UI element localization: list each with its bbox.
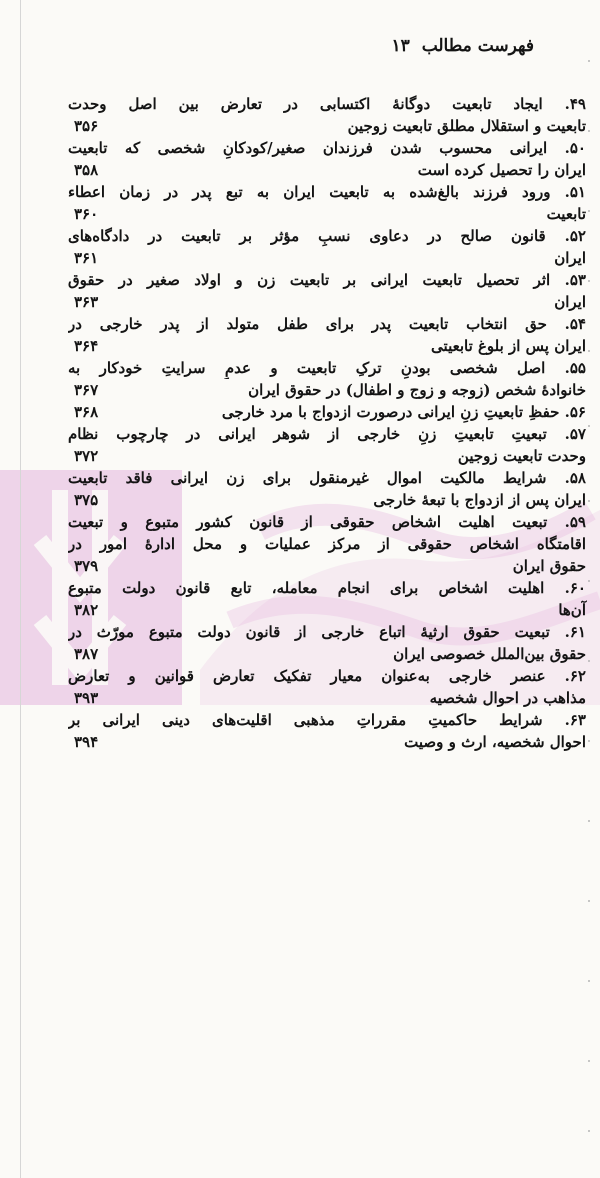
- entry-page-number: ۳۶۳: [74, 293, 99, 311]
- entry-line: ایران پس از بلوغ تابعیتی: [431, 337, 586, 355]
- toc-entry[interactable]: [68, 181, 586, 225]
- entry-line: احوال شخصیه، ارث و وصیت: [404, 733, 586, 751]
- entry-line: حقوق بین‌الملل خصوصی ایران: [393, 645, 586, 663]
- entry-last-line: [68, 489, 586, 511]
- entry-page-number: ۳۹۳: [74, 689, 99, 707]
- header-title: فهرست مطالب: [421, 36, 534, 56]
- entry-last-line: [68, 291, 586, 313]
- entry-last-line: [68, 203, 586, 225]
- entry-page-number: ۳۵۶: [74, 117, 99, 135]
- entry-page-number: ۳۶۰: [74, 205, 99, 223]
- entry-page-number: ۳۶۱: [74, 249, 99, 267]
- entry-last-line: [68, 335, 586, 357]
- toc-entry[interactable]: [68, 225, 586, 269]
- entry-page-number: ۳۶۷: [74, 381, 99, 399]
- entry-line: وحدت تابعیت زوجین: [457, 447, 586, 465]
- toc-entry[interactable]: [68, 511, 586, 577]
- entry-last-line: [68, 115, 586, 137]
- entry-line: حقوق ایران: [512, 557, 586, 575]
- entry-last-line: [68, 247, 586, 269]
- entry-line: ایران پس از ازدواج با تبعهٔ خارجی: [373, 491, 586, 509]
- entry-line: ۵۳. اثر تحصیل تابعیت ایرانی بر تابعیت زن و اولاد صغیر در حقوق: [68, 271, 586, 289]
- entry-page-number: ۳۷۵: [74, 491, 99, 509]
- toc-entry[interactable]: [68, 621, 586, 665]
- header-page-number: ۱۳: [391, 36, 410, 56]
- entry-line: ۵۵. اصل شخصی بودنِ ترکِ تابعیت و عدمِ سرایتِ خودکار به: [68, 359, 586, 377]
- entry-last-line: [68, 643, 586, 665]
- entry-page-number: ۳۶۴: [74, 337, 99, 355]
- entry-line: ۵۰. ایرانی محسوب شدن فرزندان صغیر/کودکانِ شخصی که تابعیت: [68, 139, 586, 157]
- entry-page-number: ۳۹۴: [74, 733, 99, 751]
- toc-entry[interactable]: [68, 137, 586, 181]
- toc-entry[interactable]: [68, 709, 586, 753]
- toc-entry[interactable]: [68, 401, 586, 423]
- entry-line: خانوادهٔ شخص (زوجه و زوج و اطفال) در حقوق ایران: [248, 381, 586, 399]
- entry-last-line: [68, 445, 586, 467]
- entry-line: ۶۱. تبعیت حقوق ارثیهٔ اتباع خارجی از قانون دولت متبوع مورّث در: [68, 623, 586, 641]
- entry-line: ۵۱. ورود فرزند بالغ‌شده به تابعیت ایران به تبع پدر در زمان اعطاء: [68, 183, 586, 201]
- toc-entry[interactable]: [68, 93, 586, 137]
- entry-page-number: ۳۵۸: [74, 161, 99, 179]
- entry-line: ۵۶. حفظِ تابعیتِ زنِ ایرانی درصورت ازدواج با مرد خارجی: [221, 403, 586, 421]
- entry-page-number: ۳۶۸: [74, 403, 99, 421]
- entry-line: ۵۴. حق انتخاب تابعیت پدر برای طفل متولد از پدر خارجی در: [68, 315, 586, 333]
- toc-entry[interactable]: [68, 423, 586, 467]
- toc-entry[interactable]: [68, 467, 586, 511]
- entry-last-line: [68, 379, 586, 401]
- toc-entry[interactable]: [68, 577, 586, 621]
- entry-page-number: ۳۸۷: [74, 645, 99, 663]
- entry-last-line: [68, 159, 586, 181]
- entry-line: مذاهب در احوال شخصیه: [429, 689, 586, 707]
- toc-entry[interactable]: [68, 269, 586, 313]
- entry-line: ۵۹. تبعیت اهلیت اشخاص حقوقی از قانون کشور متبوع و تبعیت: [68, 513, 586, 531]
- toc-entries: [68, 93, 586, 753]
- entry-line: ایران: [554, 249, 586, 267]
- entry-last-line: [68, 401, 586, 423]
- entry-last-line: [68, 599, 586, 621]
- entry-line: ۴۹. ایجاد تابعیت دوگانهٔ اکتسابی در تعارض بین اصل وحدت: [68, 95, 586, 113]
- entry-last-line: [68, 687, 586, 709]
- page-header: [392, 36, 535, 56]
- entry-line: ۶۳. شرایط حاکمیتِ مقرراتِ مذهبی اقلیت‌های دینی ایرانی بر: [68, 711, 586, 729]
- entry-line: تابعیت و استقلال مطلق تابعیت زوجین: [347, 117, 586, 135]
- entry-line: ۵۲. قانون صالح در دعاوی نسبِ مؤثر بر تابعیت در دادگاه‌های: [68, 227, 586, 245]
- entry-page-number: ۳۷۹: [74, 557, 99, 575]
- entry-line: آن‌ها: [558, 601, 586, 619]
- entry-line: اقامتگاه اشخاص حقوقی از مرکز عملیات و محل ادارهٔ امور در: [68, 535, 586, 553]
- entry-line: ایران را تحصیل کرده است: [417, 161, 586, 179]
- toc-entry[interactable]: [68, 313, 586, 357]
- toc-entry[interactable]: [68, 665, 586, 709]
- entry-line: تابعیت: [546, 205, 586, 223]
- entry-line: ۶۲. عنصر خارجی به‌عنوان معیار تفکیک تعارض قوانین و تعارض: [68, 667, 586, 685]
- entry-line: ۵۸. شرایط مالکیت اموال غیرمنقول برای زن ایرانی فاقد تابعیت: [68, 469, 586, 487]
- entry-line: ایران: [554, 293, 586, 311]
- entry-page-number: ۳۸۲: [74, 601, 99, 619]
- entry-page-number: ۳۷۲: [74, 447, 99, 465]
- entry-line: ۶۰. اهلیت اشخاص برای انجام معامله، تابع قانون دولت متبوع: [68, 579, 586, 597]
- entry-last-line: [68, 555, 586, 577]
- toc-entry[interactable]: [68, 357, 586, 401]
- entry-last-line: [68, 731, 586, 753]
- entry-line: ۵۷. تبعیتِ تابعیتِ زنِ خارجی از شوهر ایرانی در چارچوب نظام: [68, 425, 586, 443]
